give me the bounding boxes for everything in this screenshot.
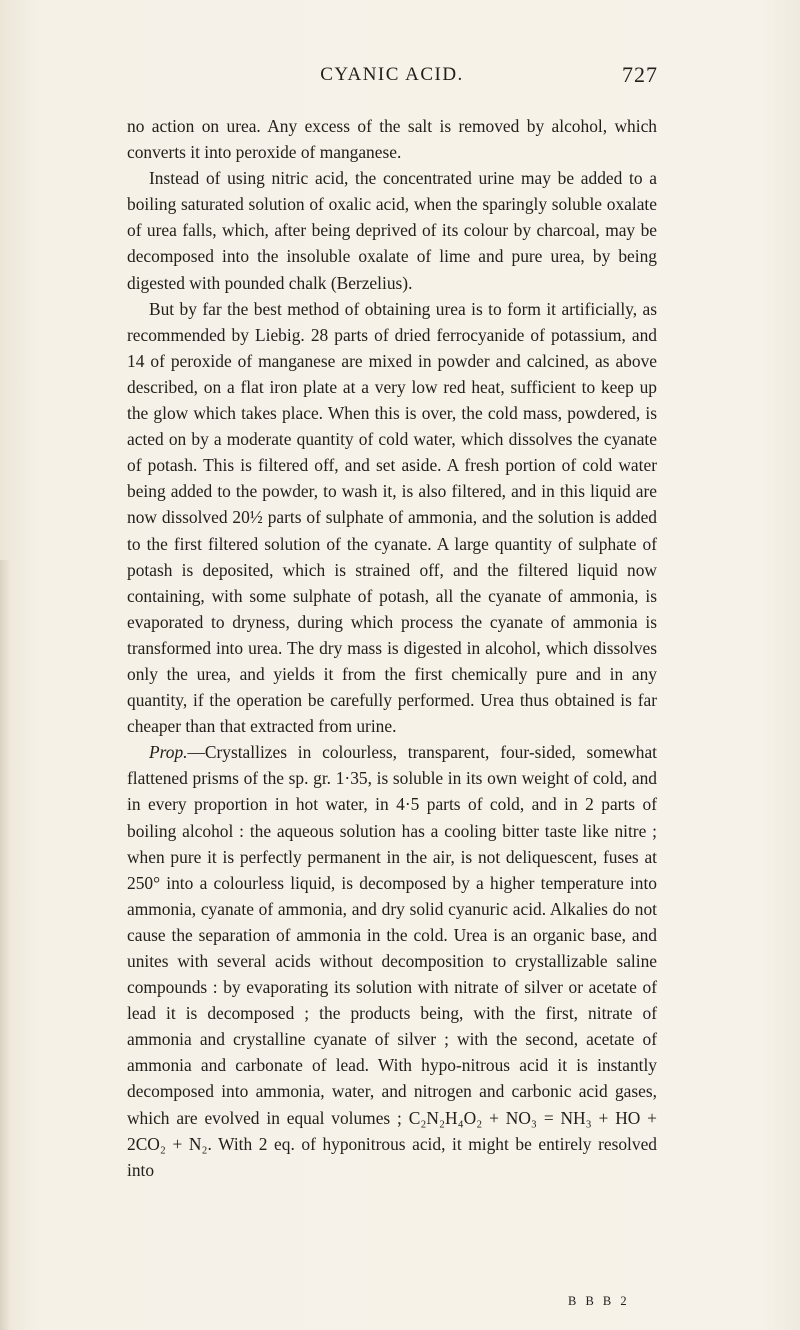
body-text xyxy=(127,113,657,1183)
paragraph-properties xyxy=(127,739,657,1183)
gutter-shadow xyxy=(0,560,10,1330)
paragraph: Instead of using nitric acid, the concentrated urine may be added to a boiling saturated solution of oxalic acid, when the sparingly soluble oxalate of urea falls, which, after being deprived of its colour by charcoal, may be decomposed into the insoluble oxalate of lime and pure urea, by being digested with pounded chalk (Berzelius). xyxy=(127,168,657,293)
section-lead: Prop. xyxy=(149,742,188,763)
paragraph: no action on urea. Any excess of the salt is removed by alcohol, which converts it into peroxide of manganese. xyxy=(127,116,657,163)
page-number: 727 xyxy=(622,62,658,87)
page-header xyxy=(126,64,658,94)
paragraph-text: —Crystallizes in colourless, transparent, four-sided, somewhat flattened prisms of the sp. gr. 1·35, is soluble in its own weight of cold, and in every proportion in hot water, in 4·5 parts of cold, and in 2 parts of boiling alcohol : the aqueous solution has a cooling bitter taste like nitre ; when pure it is perfectly permanent in the air, is not deliquescent, fuses at 250° into a colourless liquid, is decomposed by a higher temperature into ammonia, cyanate of ammonia, and dry solid cyanuric acid. Alkalies do not cause the separation of ammonia in the cold. Urea is an organic base, and unites with several acids without decomposition to crystallizable saline compounds : by evaporating its solution with nitrate of silver or acetate of lead it is decomposed ; the products being, with the first, nitrate of ammonia and crystalline cyanate of silver ; with the second, acetate of ammonia and carbonate of lead. With hypo-nitrous acid it is instantly decomposed into ammonia, water, and nitrogen and carbonic acid gases, which are evolved in equal volumes ; C₂N₂H₄O₂ + NO₃ = NH₃ + HO + 2CO₂ + N₂. With 2 eq. of hyponitrous acid, it might be entirely resolved into xyxy=(127,742,657,1180)
running-head: CYANIC ACID. xyxy=(320,64,464,85)
paragraph: But by far the best method of obtaining urea is to form it artificially, as recommended by Liebig. 28 parts of dried ferrocyanide of potassium, and 14 of peroxide of manganese are mixed in powder and calcined, as above described, on a flat iron plate at a very low red heat, sufficient to keep up the glow which takes place. When this is over, the cold mass, powdered, is acted on by a moderate quantity of cold water, which dissolves the cyanate of potash. This is filtered off, and set aside. A fresh portion of cold water being added to the powder, to wash it, is also filtered, and in this liquid are now dissolved 20½ parts of sulphate of ammonia, and the solution is added to the first filtered solution of the cyanate. A large quantity of sulphate of potash is deposited, which is strained off, and the filtered liquid now containing, with some sulphate of potash, all the cyanate of ammonia, is evaporated to dryness, during which process the cyanate of ammonia is transformed into urea. The dry mass is digested in alcohol, which dissolves only the urea, and yields it from the first chemically pure and in any quantity, if the operation be carefully performed. Urea thus obtained is far cheaper than that extracted from urine. xyxy=(127,298,657,737)
signature-mark: B B B 2 xyxy=(568,1294,630,1308)
